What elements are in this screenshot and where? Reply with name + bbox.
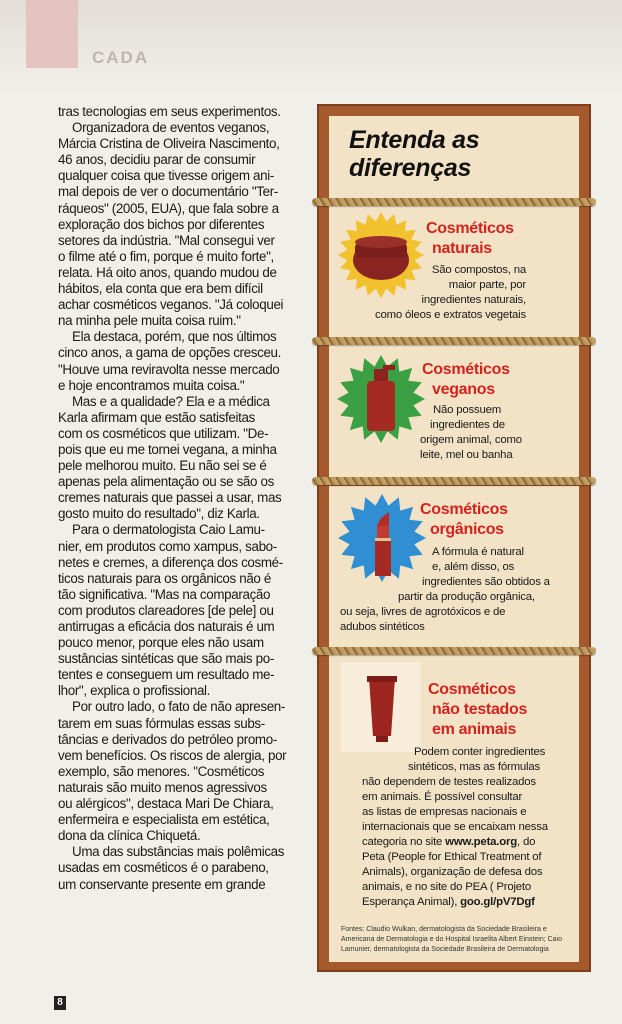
rope-divider [312,337,596,345]
article-line: vem benefícios. Os riscos de alergia, por [58,747,287,763]
article-line: Uma das substâncias mais polêmicas [72,844,285,860]
article-line: com os cosméticos que utilizam. "De- [58,425,269,441]
description-line: Podem conter ingredientes [414,746,546,758]
article-body [58,104,304,893]
category-title-veganos: Cosméticos veganos [422,361,510,398]
article-line: setores da indústria. "Mal consegui ver [58,232,275,248]
article-line: naturais são muito menos agressivos [58,779,267,795]
category-title-naturais: Cosméticos naturais [426,220,514,257]
article-line: antirrugas a eficácia dos naturais é um [58,619,275,634]
article-line: apenas pela alimentação ou se são os [58,474,274,490]
article-line: tras tecnologias em seus experimentos. [58,104,281,119]
rope-divider [312,477,596,485]
category-desc-organicos: A fórmula é natural e, além disso, os ingredientes são obtidos a partir da produção orgânica, ou seja, livres de agrotóxicos e de adubos sintéticos [340,546,550,633]
article-line: sustâncias sintéticas que são mais po- [58,651,274,667]
description-line: Esperança Animal), goo.gl/pV7Dgf [362,896,535,908]
article-line: nier, em produtos como xampus, sabo- [58,538,277,554]
category-desc-nao-testados [358,745,578,910]
article-line: ráqueos" (2005, EUA), que fala sobre a [58,200,279,216]
article-line: netes e cremes, a diferença dos cosmé- [58,554,283,570]
category-desc-naturais: São compostos, na maior parte, por ingredientes naturais, como óleos e extratos vegetais [374,264,526,321]
article-line: cremes naturais que passei a usar, mas [58,490,282,506]
description-line: sintéticos, mas as fórmulas [408,761,540,773]
article-line: "Houve uma reviravolta nesse mercado [58,361,280,377]
description-line: internacionais que se encaixam nessa [362,821,548,833]
article-line: tentes e conseguem um resultado me- [58,667,275,683]
description-line: Peta (People for Ethical Treatment of [362,851,542,863]
article-line: pele melhorou muito. Eu não sei se é [58,458,267,474]
description-line: Animals), organização de defesa dos [362,866,543,878]
infographic-title: Entenda as diferenças [349,126,480,182]
article-line: Organizadora de eventos veganos, [72,120,270,136]
article-line: Márcia Cristina de Oliveira Nascimento, [58,136,280,152]
article-line: mal depois de ver o documentário "Ter- [58,184,278,200]
page-number: 8 [54,996,66,1010]
article-line: lhor", explica o profissional. [58,683,211,699]
article-line: com produtos clareadores [de pele] ou [58,602,274,618]
article-line: pois que eu me tornei vegana, a minha [58,441,277,457]
category-title-organicos: Cosméticos orgânicos [420,501,508,538]
article-line: hábitos, ela conta que era bem difícil [58,281,263,297]
infographic-sources [341,925,573,955]
pump-bottle-icon [337,355,425,443]
article-line: Mas e a qualidade? Ela e a médica [72,393,270,409]
article-line: o filme até o fim, porque é muito forte", [58,248,274,264]
article-line: tarem em suas fórmulas essas subs- [58,715,265,731]
scan-color-mark [26,0,78,68]
article-line: usadas em cosméticos é o parabeno, [58,860,269,876]
article-line: qualquer coisa que tivesse origem ani- [58,168,274,184]
rope-divider [312,198,596,206]
article-line: ticos naturais para os orgânicos não é [58,570,271,586]
article-line: dona da clínica Chiquetá. [58,828,201,844]
article-line: um conservante presente em grande [58,876,266,892]
article-line: na minha pele muita coisa ruim." [58,313,241,329]
article-line: Por outro lado, o fato de não apresen- [72,699,286,715]
description-line: as listas de empresas nacionais e [362,806,527,818]
category-title-nao-testados: Cosméticos não testados em animais [428,681,528,738]
description-line: em animais. É possível consultar [362,791,523,803]
article-line: gosto muito do resultado", diz Karla. [58,506,260,522]
article-line: 46 anos, decidiu parar de consumir [58,152,256,168]
rope-divider [312,647,596,655]
article-line: Para o dermatologista Caio Lamu- [72,522,265,538]
article-line: e hoje encontramos muita coisa." [58,377,245,393]
article-line: achar cosméticos veganos. "Já coloquei [58,297,284,313]
source-line: Lamunier, dermatologista da Sociedade Brasileira de Dermatologia [341,946,549,953]
article-line: pouco menor, porque eles não usam [58,635,264,651]
article-line: ou alérgicos", destaca Mari De Chiara, [58,796,274,812]
description-line: não dependem de testes realizados [362,776,536,788]
source-line: Fontes: Claudio Wulkan, dermatologista da Sociedade Brasileira e [341,926,547,933]
description-line: animais, e no site do PEA ( Projeto [362,881,532,893]
article-line: Karla afirmam que estão satisfeitas [58,409,255,425]
article-line: exploração dos bichos por diferentes [58,216,265,232]
article-line: Ela destaca, porém, que nos últimos [72,329,277,345]
source-line: Americana de Dermatologia e do Hospital Israelita Albert Einstein; Caio [341,936,563,943]
category-desc-veganos: Não possuem ingredientes de origem animal, como leite, mel ou banha [420,404,522,461]
article-line: tão significativa. "Mas na comparação [58,586,271,602]
previous-page-bleed-text: CADA [92,48,150,67]
cream-tube-icon [341,662,421,752]
article-line: cinco anos, a gama de opções cresceu. [58,345,282,361]
article-line: exemplo, são menores. "Cosméticos [58,763,265,779]
article-line: tâncias e derivados do petróleo promo- [58,731,277,747]
article-line: relata. Há oito anos, quando mudou de [58,264,277,280]
description-line: categoria no site www.peta.org, do [362,836,536,848]
article-line: enfermeira e especialista em estética, [58,812,270,828]
